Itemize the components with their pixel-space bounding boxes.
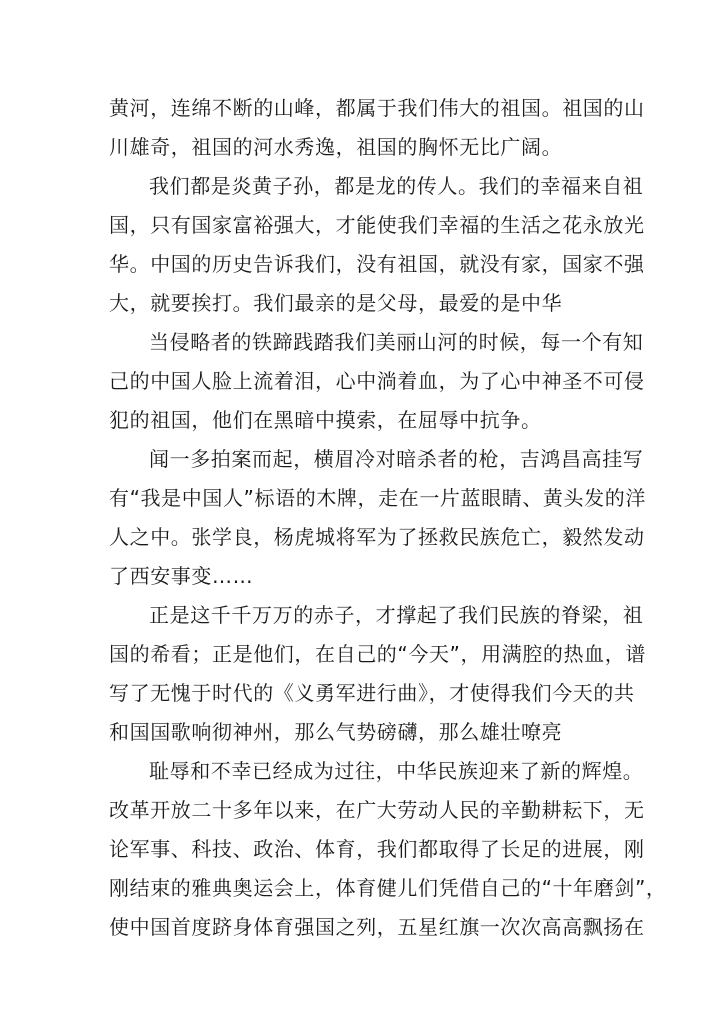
text-line: 我们都是炎黄子孙，都是龙的传人。我们的幸福来自祖	[149, 174, 644, 198]
text-line: 耻辱和不幸已经成为过往，中华民族迎来了新的辉煌。	[149, 759, 644, 783]
text-line: 川雄奇，祖国的河水秀逸，祖国的胸怀无比广阔。	[109, 135, 563, 159]
text-line: 国，只有国家富裕强大，才能使我们幸福的生活之花永放光	[109, 213, 645, 237]
text-line: 犯的祖国，他们在黑暗中摸索，在屈辱中抗争。	[109, 408, 542, 432]
text-line: 当侵略者的铁蹄践踏我们美丽山河的时候，每一个有知	[149, 330, 644, 354]
text-line: 大，就要挨打。我们最亲的是父母，最爱的是中华	[109, 291, 563, 315]
text-line: 人之中。张学良，杨虎城将军为了拯救民族危亡，毅然发动	[109, 525, 645, 549]
text-line: 华。中国的历史告诉我们，没有祖国，就没有家，国家不强	[109, 252, 645, 276]
text-line: 有“我是中国人”标语的木牌，走在一片蓝眼睛、黄头发的洋	[109, 486, 646, 510]
text-line: 使中国首度跻身体育强国之列，五星红旗一次次高高飘扬在	[109, 915, 645, 939]
text-line: 改革开放二十多年以来，在广大劳动人民的辛勤耕耘下，无	[109, 798, 645, 822]
text-line: 正是这千千万万的赤子，才撑起了我们民族的脊梁，祖	[149, 603, 644, 627]
text-line: 了西安事变……	[109, 564, 254, 588]
text-line: 己的中国人脸上流着泪，心中淌着血，为了心中神圣不可侵	[109, 369, 645, 393]
text-line: 闻一多拍案而起，横眉冷对暗杀者的枪，吉鸿昌高挂写	[149, 447, 644, 471]
text-line: 论军事、科技、政治、体育，我们都取得了长足的进展，刚	[109, 837, 645, 861]
text-line: 写了无愧于时代的《义勇军进行曲》，才使得我们今天的共	[109, 681, 635, 705]
text-line: 国的希看；正是他们，在自己的“今天”，用满腔的热血，谱	[109, 642, 646, 666]
body-text	[109, 89, 667, 947]
text-line: 和国国歌响彻神州，那么气势磅礴，那么雄壮嘹亮	[109, 720, 563, 744]
text-line: 刚结束的雅典奥运会上，体育健儿们凭借自己的“十年磨剑”，	[109, 876, 667, 900]
text-line: 黄河，连绵不断的山峰，都属于我们伟大的祖国。祖国的山	[109, 96, 645, 120]
